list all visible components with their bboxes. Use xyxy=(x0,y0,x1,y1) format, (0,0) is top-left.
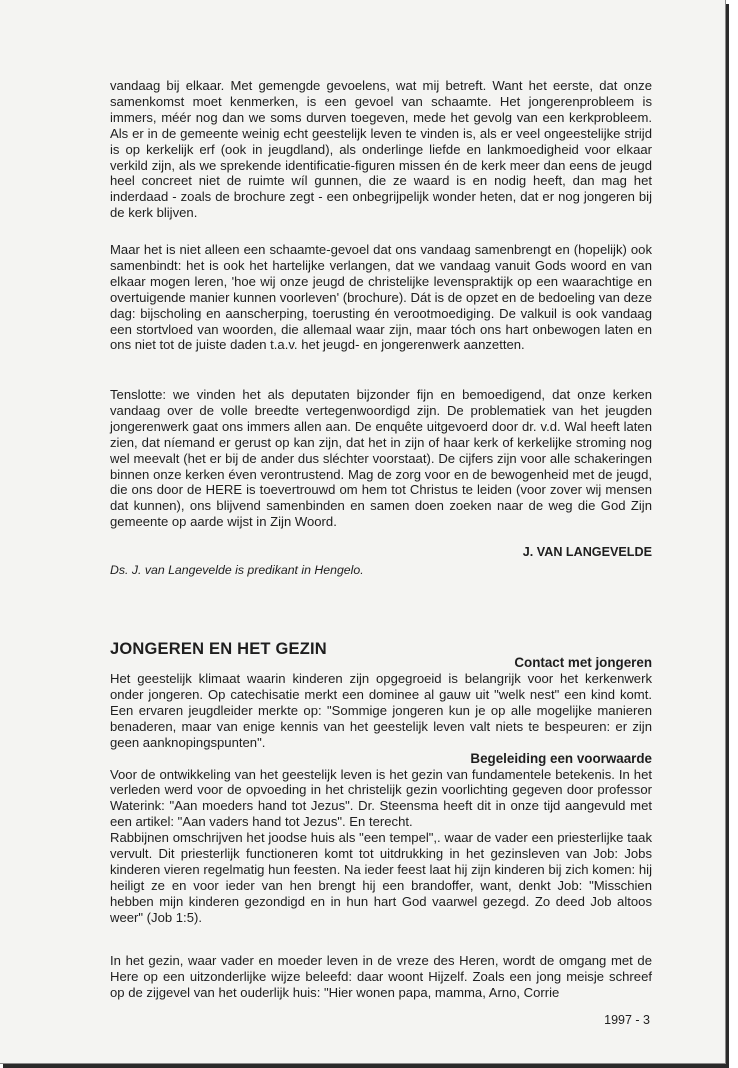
author-credit: Ds. J. van Langevelde is predikant in Hengelo. xyxy=(110,563,364,577)
paragraph: In het gezin, waar vader en moeder leven in de vreze des Heren, wordt de omgang met de Here op een uitzonderlijke wijze beleefd: daar woont Hijzelf. Zoals een jong meisje schreef op de zijgevel van het ouderlijk huis: "Hier wonen papa, mamma, Arno, Corrie xyxy=(110,953,652,1000)
paragraph: Tenslotte: we vinden het als deputaten bijzonder fijn en bemoedigend, dat onze kerken vandaag over de volle breedte vertegenwoordigd zijn. De problematiek van het jeugden jongerenwerk gaat ons immers allen aan. De enquête uitgevoerd door dr. v.d. Wal heeft laten zien, dat níemand er gerust op kan zijn, dat het in zijn of haar kerk of kerkelijke stroming nog wel meevalt (het er bij de ander dus sléchter voorstaat). De cijfers zijn voor alle schakeringen binnen onze kerken éven verontrustend. Mag de zorg voor en de bewogenheid met de jeugd, die ons door de HERE is toevertrouwd om hem tot Christus te leiden (voor zover wij mensen dat kunnen), ons blijvend samenbinden en samen doen zoeken naar de weg die God Zijn gemeente op aarde wijst in Zijn Woord. xyxy=(110,387,652,530)
article2-body xyxy=(110,655,652,926)
paragraph: Voor de ontwikkeling van het geestelijk leven is het gezin van fundamentele betekenis. In het verleden werd voor de opvoeding in het christelijk gezin voorlichting gegeven door professor Waterink: "Aan moeders hand tot Jezus". Dr. Steensma heeft dit in onze tijd aangevuld met een artikel: "Aan vaders hand tot Jezus". En terecht. xyxy=(110,766,652,830)
section-subheading: Begeleiding een voorwaarde xyxy=(470,750,652,766)
article1-body xyxy=(110,78,652,221)
author-signature: J. VAN LANGEVELDE xyxy=(522,545,652,559)
paragraph: Het geestelijk klimaat waarin kinderen zijn opgegroeid is belangrijk voor het kerkenwerk onder jongeren. Op catechisatie merkt een dominee al gauw uit "welk nest" een kind komt. Een ervaren jeugdleider merkte op: "Sommige jongeren kun je op alle mogelijke manieren benaderen, maar van enige kennis van het geestelijk leven valt niets te bespeuren: er zijn geen aanknopingspunten". xyxy=(110,671,652,750)
article1-body xyxy=(110,387,652,530)
article2-closing xyxy=(110,953,652,1001)
section-subheading: Contact met jongeren xyxy=(514,655,652,670)
article1-body xyxy=(110,242,652,353)
paragraph: Maar het is niet alleen een schaamte-gevoel dat ons vandaag samenbrengt en (hopelijk) ook samenbindt: het is ook het hartelijke verlangen, dat we vandaag vanuit Gods woord en van elkaar mogen leren, 'hoe wij onze jeugd de christelijke levenspraktijk op een waarachtige en overtuigende manier kunnen voorleven' (brochure). Dát is de opzet en de bedoeling van deze dag: bijscholing en aanscherping, toerusting én verootmoediging. De valkuil is ook vandaag een stortvloed van woorden, die allemaal waar zijn, maar tóch ons hart onbewogen laten en ons niet tot de juiste daden t.a.v. het jeugd- en jongerenwerk aanzetten. xyxy=(110,242,652,353)
page-number: 1997 - 3 xyxy=(604,1013,650,1027)
paragraph: Rabbijnen omschrijven het joodse huis als "een tempel",. waar de vader een priesterlijke taak vervult. Dit priesterlijk functioneren komt tot uitdrukking in het gezinsleven van Job: Jobs kinderen vieren regelmatig hun feesten. Na ieder feest laat hij zijn kinderen bij zich komen: hij heiligt ze en voor ieder van hen brengt hij een brandoffer, want, denkt Job: "Misschien hebben mijn kinderen gezondigd en in hun hart God vaarwel gezegd. Zo deed Job altoos weer" (Job 1:5). xyxy=(110,830,652,925)
article-heading: JONGEREN EN HET GEZIN xyxy=(110,640,327,658)
paragraph: vandaag bij elkaar. Met gemengde gevoelens, wat mij betreft. Want het eerste, dat onze samenkomst moet kenmerken, is een gevoel van schaamte. Het jongerenprobleem is immers, méér nog dan we soms durven toegeven, mede het gevolg van een kerkprobleem. Als er in de gemeente weinig echt geestelijk leven te vinden is, als er veel ongeestelijke strijd is op kerkelijk erf (ook in jeugdland), als onderlinge liefde en lankmoedigheid voor elkaar verkild zijn, als we sprekende identificatie-figuren missen én de kerk meer dan eens de jeugd heel concreet niet de ruimte wíl gunnen, die ze waard is en nodig heeft, dan mag het inderdaad - zoals de brochure zegt - een onbegrijpelijk wonder heten, dat er nog jongeren bij de kerk blijven. xyxy=(110,78,652,221)
